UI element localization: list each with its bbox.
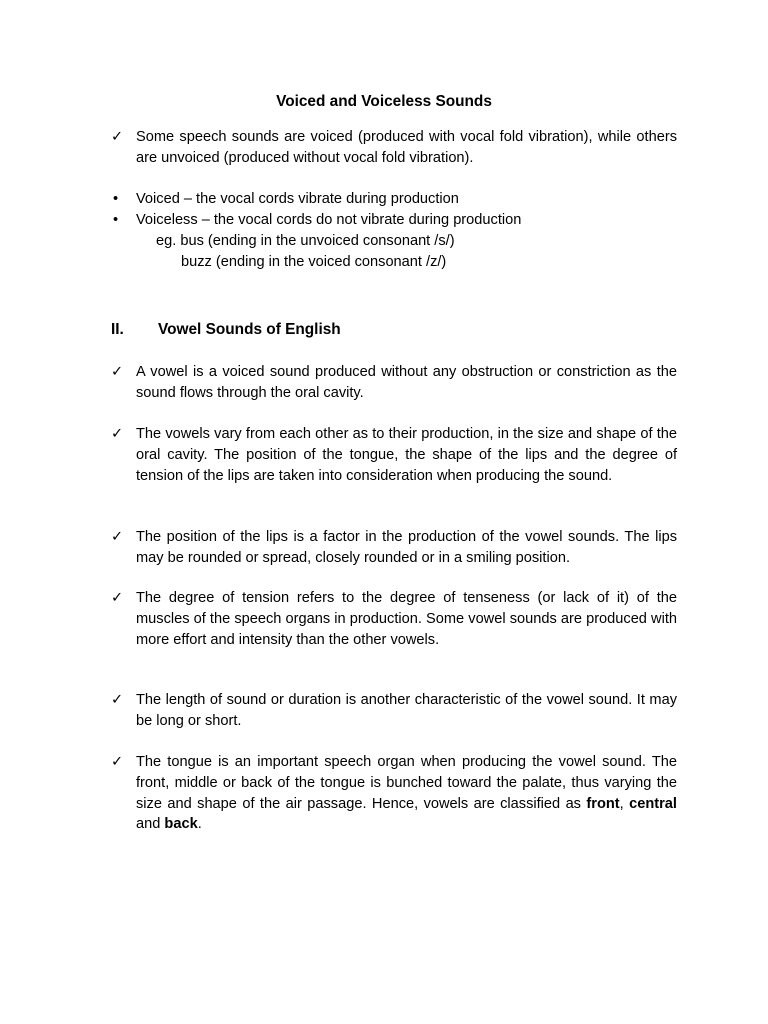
- section-title: Vowel Sounds of English: [158, 321, 341, 338]
- term-front: front: [586, 795, 620, 812]
- bullet-voiced: Voiced – the vocal cords vibrate during production: [136, 191, 459, 207]
- bullet-voiceless: Voiceless – the vocal cords do not vibrate during production: [136, 212, 522, 228]
- check-icon: ✓: [111, 529, 124, 545]
- example-bus: eg. bus (ending in the unvoiced consonant /s/): [156, 233, 455, 249]
- period: .: [197, 816, 202, 833]
- point-lip-position: The position of the lips is a factor in the production of the vowel sounds. The lips may be rounded or spread, closely rounded or in a smiling position.: [136, 529, 677, 566]
- section-number: II.: [111, 321, 124, 338]
- intro-paragraph: Some speech sounds are voiced (produced with vocal fold vibration), while others are unvoiced (produced without vocal fold vibration).: [136, 129, 677, 166]
- check-icon: ✓: [111, 129, 124, 145]
- check-icon: ✓: [111, 692, 124, 708]
- conjunction-and: and: [136, 816, 161, 833]
- point-tension: The degree of tension refers to the degree of tenseness (or lack of it) of the muscles of the speech organs in production. Some vowel sounds are produced with more effort and intensity than the other vowels.: [136, 590, 677, 648]
- comma: ,: [619, 795, 624, 812]
- section-heading: [111, 320, 341, 341]
- check-icon: ✓: [111, 426, 124, 442]
- check-icon: ✓: [111, 754, 124, 770]
- point-tongue-text: The tongue is an important speech organ when producing the vowel sound. The front, middle or back of the tongue is bunched toward the palate, thus varying the size and shape of the air passage. Hence, vowels are classified as: [136, 754, 677, 812]
- point-length: The length of sound or duration is another characteristic of the vowel sound. It may be long or short.: [136, 692, 677, 729]
- bullet-icon: •: [113, 212, 119, 228]
- check-icon: ✓: [111, 364, 124, 380]
- term-back: back: [164, 816, 198, 833]
- point-tongue: [136, 752, 677, 835]
- point-vowel-production: The vowels vary from each other as to their production, in the size and shape of the oral cavity. The position of the tongue, the shape of the lips and the degree of tension of the lips are taken into consideration when producing the sound.: [136, 426, 677, 484]
- example-buzz: buzz (ending in the voiced consonant /z/): [181, 254, 447, 270]
- term-central: central: [629, 795, 677, 812]
- check-icon: ✓: [111, 590, 124, 606]
- point-vowel-definition: A vowel is a voiced sound produced without any obstruction or constriction as the sound flows through the oral cavity.: [136, 364, 677, 401]
- bullet-icon: •: [113, 191, 119, 207]
- page-title: Voiced and Voiceless Sounds: [276, 93, 492, 110]
